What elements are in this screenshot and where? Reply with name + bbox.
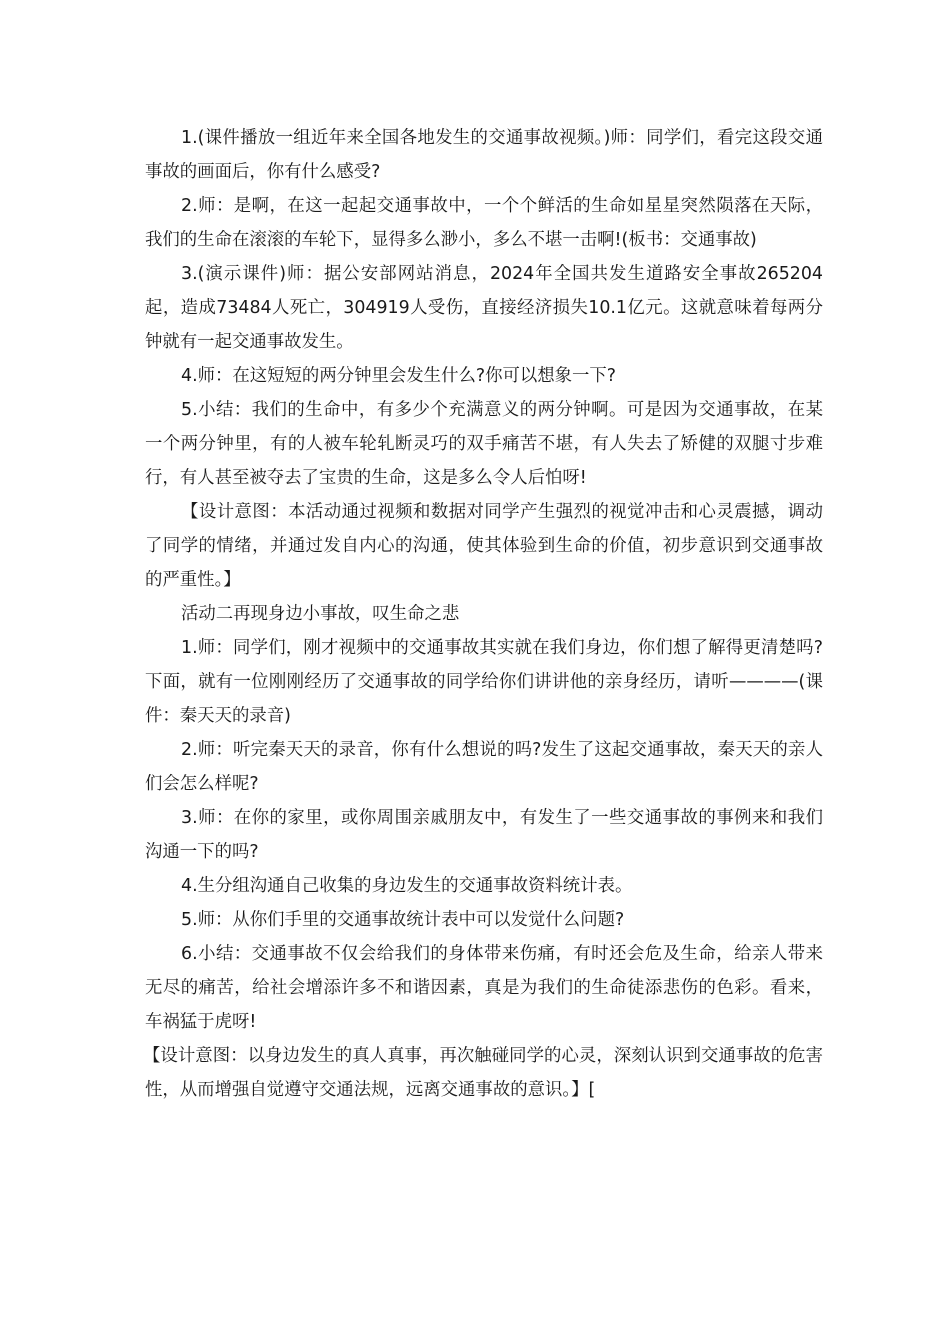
document-body (145, 121, 823, 1107)
paragraph-statistics: 3.(演示课件)师：据公安部网站消息，2024年全国共发生道路安全事故265204起，造成73484人死亡，304919人受伤，直接经济损失10.1亿元。这就意味着每两分钟就有一起交通事故发生。 (145, 264, 823, 352)
paragraph-summary-one: 5.小结：我们的生命中，有多少个充满意义的两分钟啊。可是因为交通事故，在某一个两分钟里，有的人被车轮轧断灵巧的双手痛苦不堪，有人失去了矫健的双腿寸步难行，有人甚至被夺去了宝贵的生命，这是多么令人后怕呀! (145, 400, 823, 488)
paragraph-design-intent-one: 【设计意图：本活动通过视频和数据对同学产生强烈的视觉冲击和心灵震撼，调动了同学的情绪，并通过发自内心的沟通，使其体验到生命的价值，初步意识到交通事故的严重性。】 (145, 502, 823, 590)
section-heading-activity-two: 活动二再现身边小事故，叹生命之悲 (181, 604, 460, 624)
paragraph-statistics-table: 5.师：从你们手里的交通事故统计表中可以发觉什么问题? (181, 910, 625, 930)
paragraph-group-share: 4.生分组沟通自己收集的身边发生的交通事故资料统计表。 (181, 876, 633, 896)
paragraph-two-minutes: 4.师：在这短短的两分钟里会发生什么?你可以想象一下? (181, 366, 617, 386)
paragraph-recording-intro: 1.师：同学们，刚才视频中的交通事故其实就在我们身边，你们想了解得更清楚吗?下面，就有一位刚刚经历了交通事故的同学给你们讲讲他的亲身经历，请听————(课件：秦天天的录音) (145, 638, 823, 726)
paragraph-video-intro: 1.(课件播放一组近年来全国各地发生的交通事故视频。)师：同学们，看完这段交通事故的画面后，你有什么感受? (145, 128, 823, 182)
paragraph-design-intent-two: 【设计意图：以身边发生的真人真事，再次触碰同学的心灵，深刻认识到交通事故的危害性，从而增强自觉遵守交通法规，远离交通事故的意识。】[ (143, 1046, 823, 1100)
paragraph-family-examples: 3.师：在你的家里，或你周围亲戚朋友中，有发生了一些交通事故的事例来和我们沟通一下的吗? (145, 808, 823, 862)
paragraph-teacher-response: 2.师：是啊，在这一起起交通事故中，一个个鲜活的生命如星星突然陨落在天际，我们的生命在滚滚的车轮下，显得多么渺小，多么不堪一击啊!(板书：交通事故) (145, 196, 823, 250)
paragraph-after-recording: 2.师：听完秦天天的录音，你有什么想说的吗?发生了这起交通事故，秦天天的亲人们会怎么样呢? (145, 740, 823, 794)
paragraph-summary-two: 6.小结：交通事故不仅会给我们的身体带来伤痛，有时还会危及生命，给亲人带来无尽的痛苦，给社会增添许多不和谐因素，真是为我们的生命徒添悲伤的色彩。看来，车祸猛于虎呀! (145, 944, 823, 1032)
